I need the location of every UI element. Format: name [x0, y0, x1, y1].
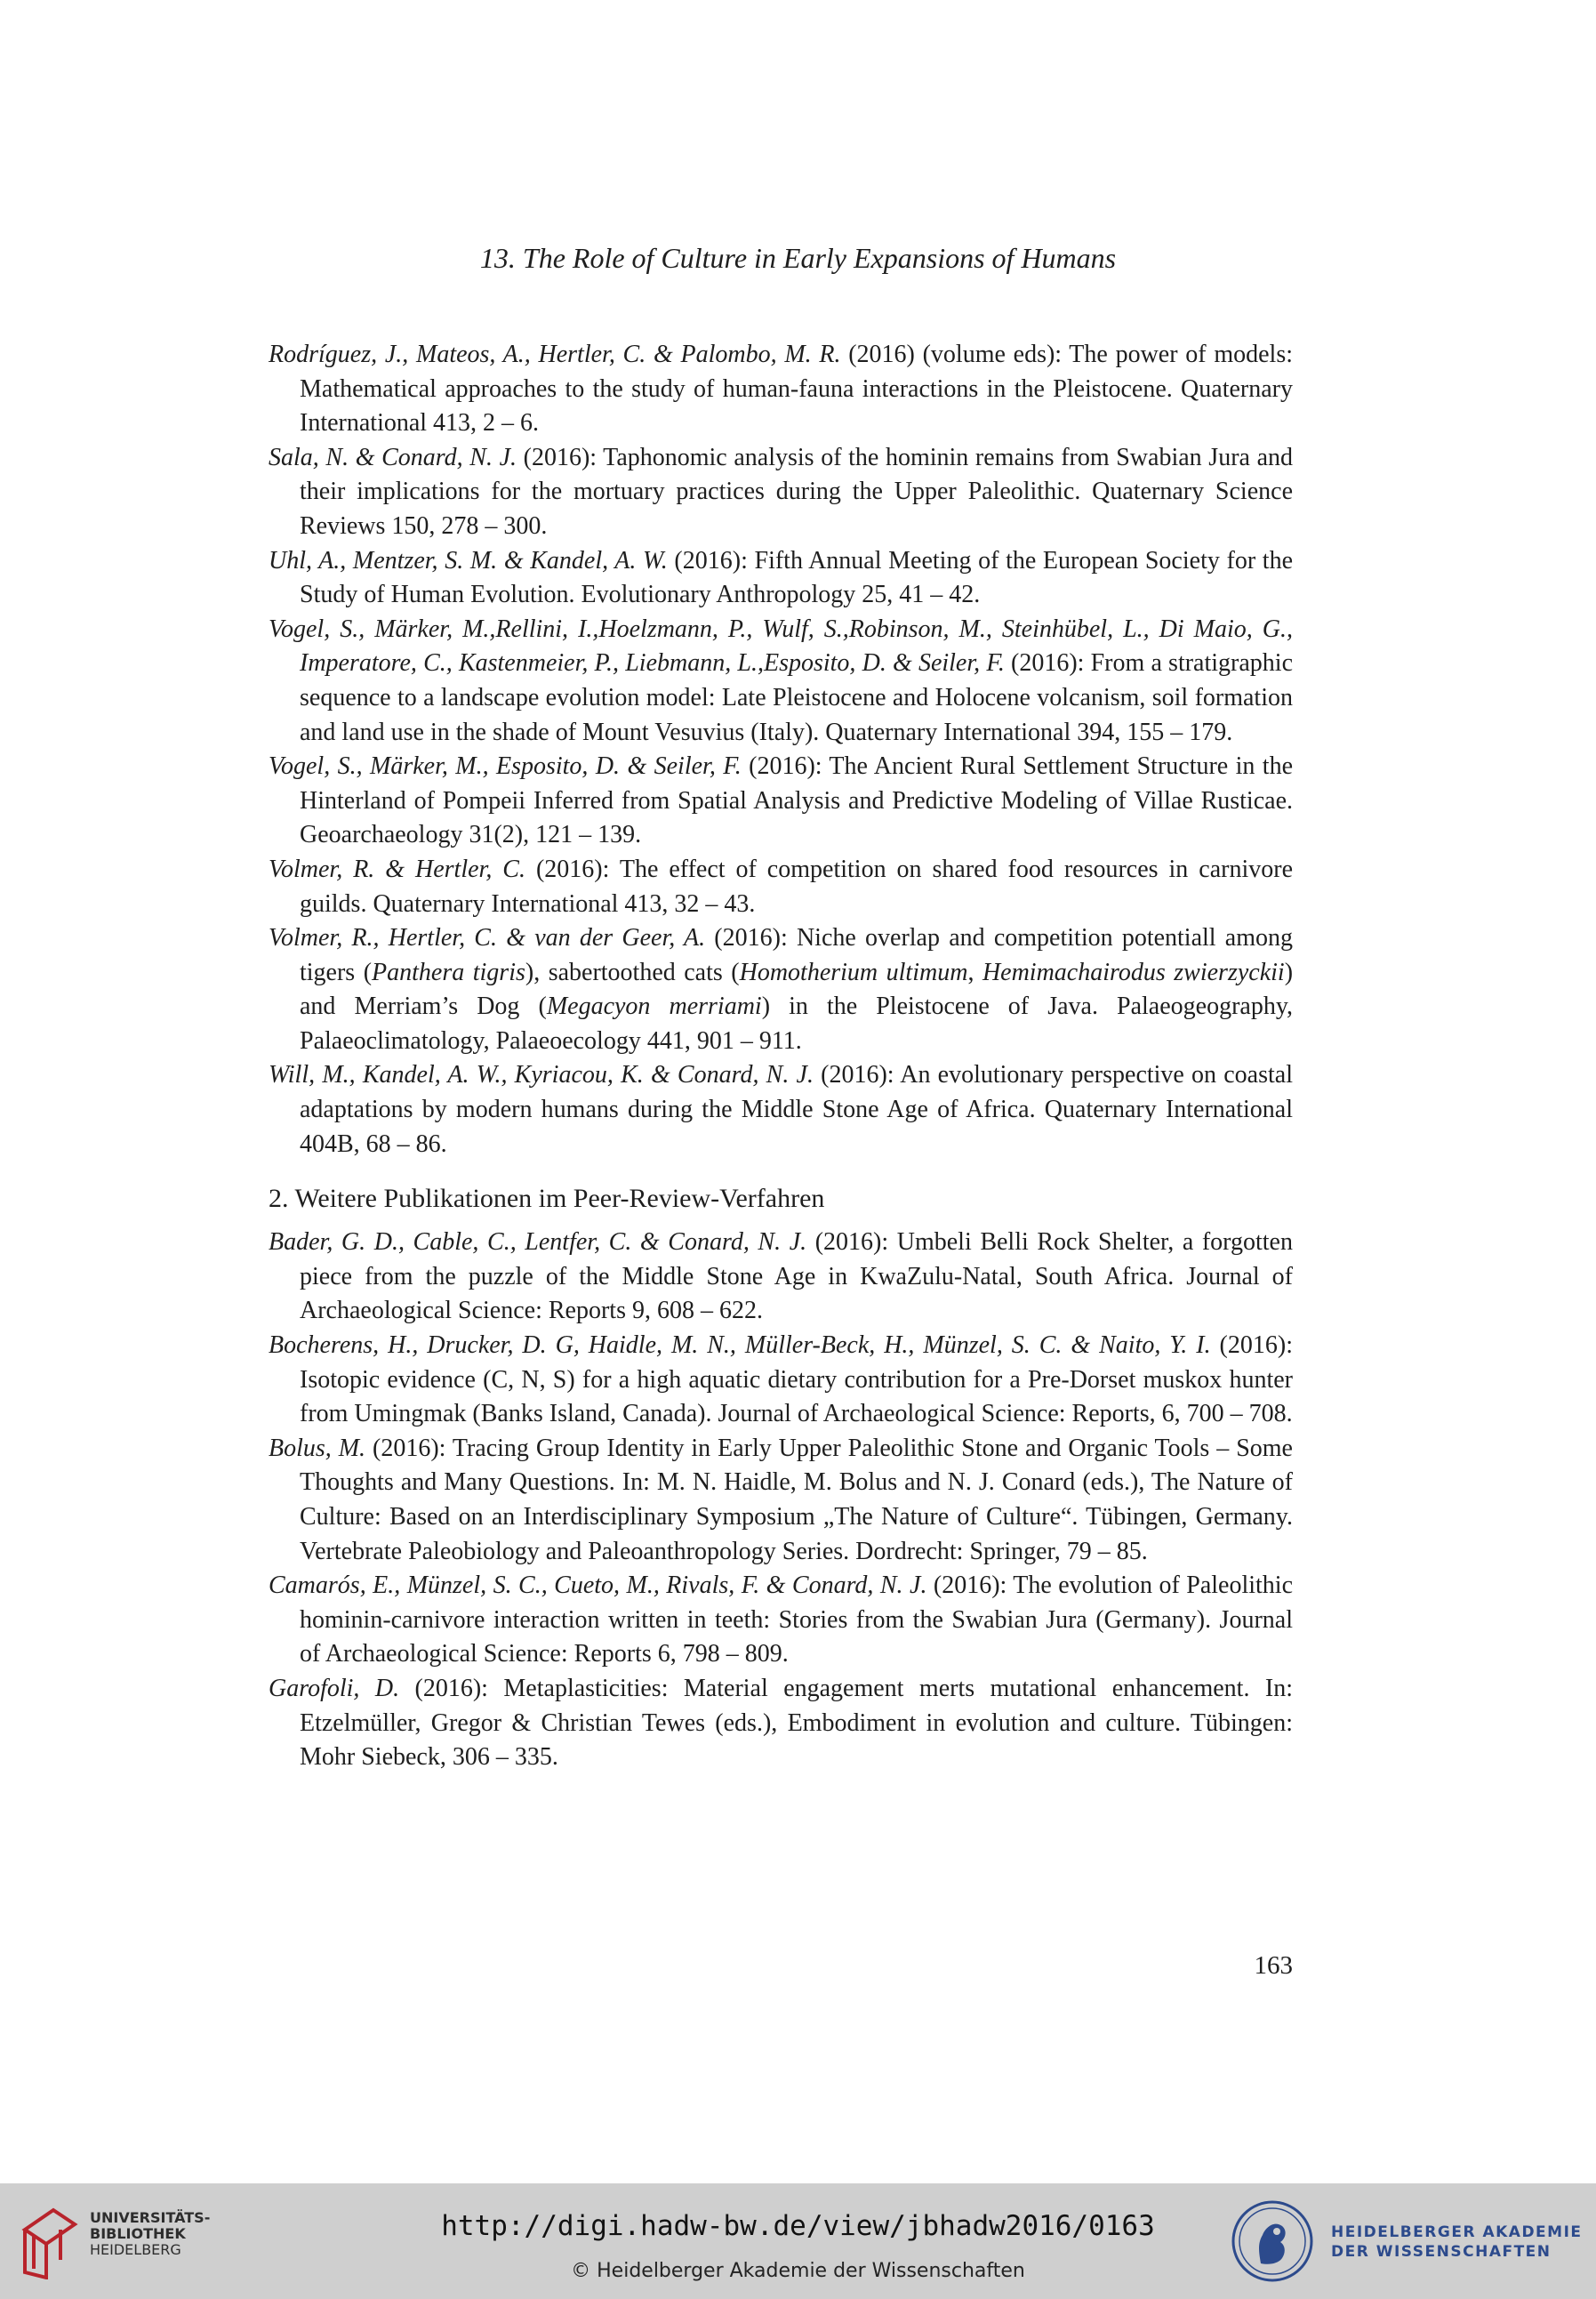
species-name: Hemimachairodus zwierzyckii [982, 958, 1285, 986]
reference-authors: Volmer, R. & Hertler, C. [269, 855, 525, 883]
reference-authors: Bolus, M. [269, 1434, 366, 1462]
reference-authors: Vogel, S., Märker, M., Esposito, D. & Seiler, F. [269, 752, 742, 781]
reference-entry [269, 853, 1293, 921]
reference-details: (2016): The Ancient Rural Settlement Structure in the Hinterland of Pompeii Inferred from Spatial Analysis and Predictive Modeling of Villae Rusticae. Geoarchaeology 31(2), 121 – 139. [300, 752, 1293, 849]
species-name: Homotherium ultimum [739, 958, 968, 986]
reference-details: (2016): An evolutionary perspective on coastal adaptations by modern humans during the Middle Stone Age of Africa. Quaternary International 404B, 68 – 86. [300, 1061, 1293, 1158]
reference-details: (2016): From a stratigraphic sequence to a landscape evolution model: Late Pleistocene and Holocene volcanism, soil formation and land use in the shade of Mount Vesuvius (Italy). Quaternary International 394, 155 – 179. [300, 649, 1293, 746]
reference-entry [269, 1058, 1293, 1162]
academy-seal-icon [1231, 2199, 1314, 2283]
reference-authors: Sala, N. & Conard, N. J. [269, 443, 517, 471]
reference-entry [269, 544, 1293, 613]
species-name: Panthera tigris [372, 958, 525, 986]
digitization-footer [0, 2183, 1596, 2299]
reference-entry [269, 441, 1293, 544]
reference-details: ) and Merriam’s Dog ( [300, 958, 1294, 1021]
reference-entry [269, 921, 1293, 1058]
page-number: 163 [1254, 1951, 1293, 1980]
reference-details: (2016) (volume eds): The power of models: Mathematical approaches to the study of human-fauna interactions in the Pleistocene. Quaternary International 413, 2 – 6. [300, 341, 1293, 438]
reference-authors: Volmer, R., Hertler, C. & van der Geer, A. [269, 924, 706, 953]
reference-details: , [967, 958, 982, 986]
running-head: 13. The Role of Culture in Early Expansions of Humans [479, 242, 1117, 274]
reference-authors: Bader, G. D., Cable, C., Lentfer, C. & Conard, N. J. [269, 1228, 807, 1257]
reference-details: (2016): Metaplasticities: Material engagement merts mutational enhancement. In: Etzelmüller, Gregor & Christian Tewes (eds.), Embodiment in evolution and culture. Tübingen: Mohr Siebeck, 306 – 335. [300, 1674, 1293, 1772]
reference-entry [269, 338, 1293, 441]
reference-entry [269, 750, 1293, 853]
reference-authors: Rodríguez, J., Mateos, A., Hertler, C. & Palombo, M. R. [269, 341, 841, 368]
reference-details: (2016): The effect of competition on shared food resources in carnivore guilds. Quaternary International 413, 32 – 43. [300, 855, 1293, 918]
species-name: Megacyon merriami [546, 993, 762, 1021]
reference-authors: Uhl, A., Mentzer, S. M. & Kandel, A. W. [269, 546, 668, 575]
reference-entry [269, 613, 1293, 750]
reference-authors: Garofoli, D. [269, 1674, 400, 1702]
reference-details: ) in the Pleistocene of Java. Palaeogeography, Palaeoclimatology, Palaeoecology 441, 901 – 911. [300, 993, 1294, 1055]
permalink-url[interactable]: http://digi.hadw-bw.de/view/jbhadw2016/0163 [441, 2210, 1155, 2242]
reference-details: (2016): Niche overlap and competition potentiall among tigers ( [300, 924, 1293, 986]
reference-entry [269, 1329, 1293, 1432]
university-library-name: UNIVERSITÄTS- BIBLIOTHEK HEIDELBERG [90, 2209, 211, 2258]
reference-entry [269, 1226, 1293, 1329]
reference-details: (2016): Isotopic evidence (C, N, S) for a high aquatic dietary contribution for a Pre-Dorset muskox hunter from Umingmak (Banks Island, Canada). Journal of Archaeological Science: Reports, 6, 700 – 708. [300, 1331, 1293, 1428]
academy-name: HEIDELBERGER AKADEMIE DER WISSENSCHAFTEN [1331, 2223, 1583, 2261]
reference-authors: Camarós, E., Münzel, S. C., Cueto, M., Rivals, F. & Conard, N. J. [269, 1572, 927, 1600]
reference-entry [269, 1432, 1293, 1569]
reference-details: (2016): Taphonomic analysis of the hominin remains from Swabian Jura and their implications for the mortuary practices during the Upper Paleolithic. Quaternary Science Reviews 150, 278 – 300. [300, 443, 1293, 540]
section-heading: 2. Weitere Publikationen im Peer-Review-Verfahren [269, 1184, 825, 1214]
reference-entry [269, 1672, 1293, 1775]
reference-details: (2016): The evolution of Paleolithic hominin-carnivore interaction written in teeth: Stories from the Swabian Jura (Germany). Journal of Archaeological Science: Reports 6, 798 – 809. [300, 1572, 1293, 1668]
reference-authors: Bocherens, H., Drucker, D. G, Haidle, M. N., Müller-Beck, H., Münzel, S. C. & Naito, Y. I. [269, 1331, 1211, 1360]
reference-list [269, 338, 1293, 1775]
reference-details: ), sabertoothed cats ( [525, 958, 740, 986]
reference-details: (2016): Tracing Group Identity in Early Upper Paleolithic Stone and Organic Tools – Some Thoughts and Many Questions. In: M. N. Haidle, M. Bolus and N. J. Conard (eds.), The Nature of Culture: Based on an Interdisciplinary Symposium „The Nature of Culture“. Tübingen, Germany. Vertebrate Paleobiology and Paleoanthropology Series. Dordrecht: Springer, 79 – 85. [300, 1434, 1293, 1565]
reference-authors: Vogel, S., Märker, M.,Rellini, I.,Hoelzmann, P., Wulf, S.,Robinson, M., Steinhübel, L., Di Maio, G., Imperatore, C., Kastenmeier, P., Liebmann, L.,Esposito, D. & Seiler, F. [269, 615, 1293, 678]
reference-details: (2016): Fifth Annual Meeting of the European Society for the Study of Human Evolution. Evolutionary Anthropology 25, 41 – 42. [300, 546, 1293, 609]
reference-details: (2016): Umbeli Belli Rock Shelter, a forgotten piece from the puzzle of the Middle Stone Age in KwaZulu-Natal, South Africa. Journal of Archaeological Science: Reports 9, 608 – 622. [300, 1228, 1293, 1325]
reference-entry [269, 1569, 1293, 1672]
reference-authors: Will, M., Kandel, A. W., Kyriacou, K. & Conard, N. J. [269, 1061, 814, 1089]
copyright-notice: © Heidelberger Akademie der Wissenschaften [571, 2260, 1025, 2282]
